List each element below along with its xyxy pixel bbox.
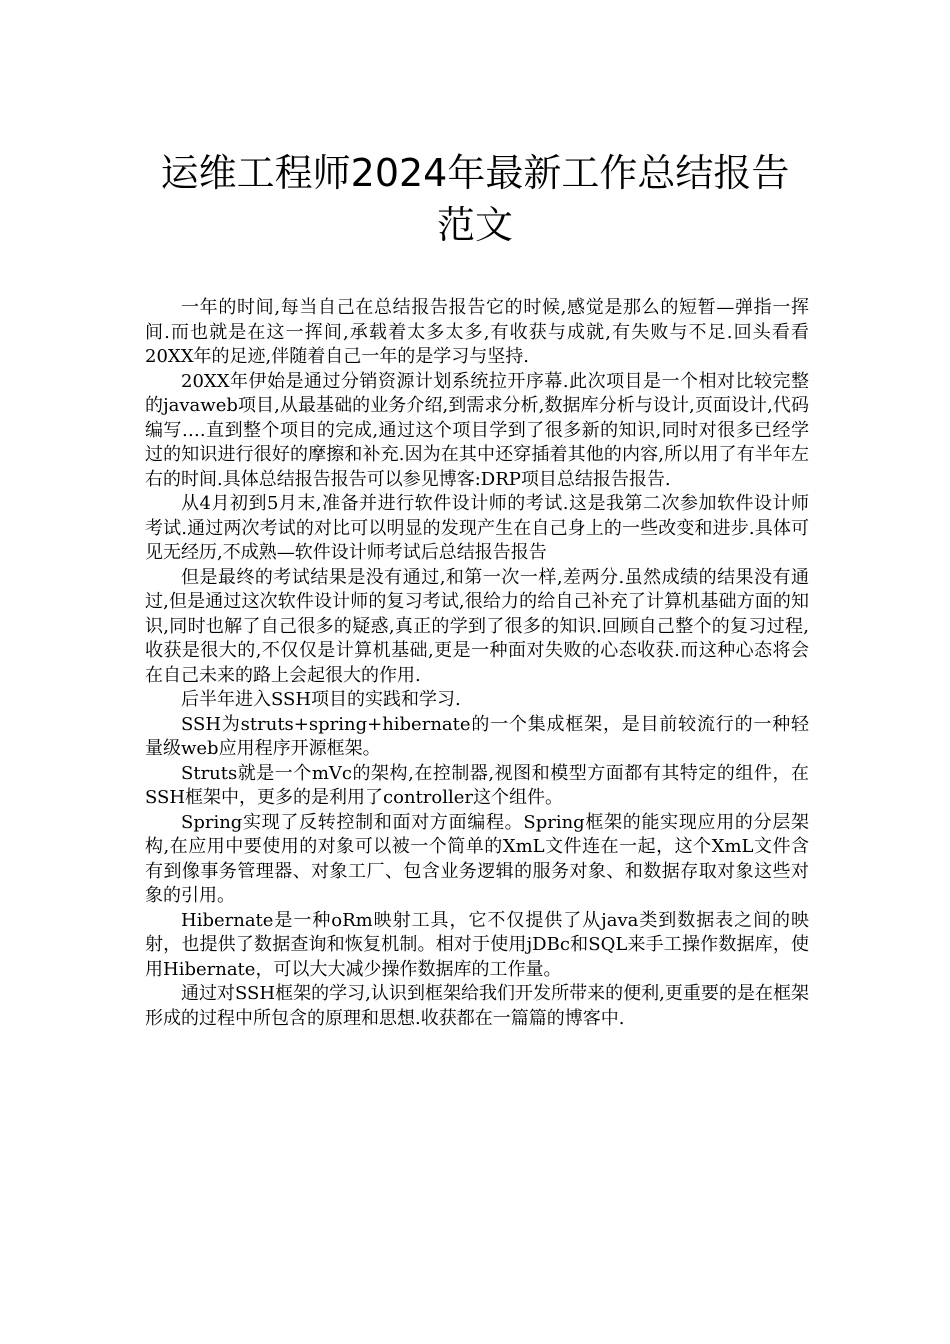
paragraph: Struts就是一个mVc的架构,在控制器,视图和模型方面都有其特定的组件，在SSH框架中，更多的是利用了controller这个组件。 <box>145 762 809 808</box>
document-body <box>145 296 809 1031</box>
paragraph: 20XX年伊始是通过分销资源计划系统拉开序幕.此次项目是一个相对比较完整的javaweb项目,从最基础的业务介绍,到需求分析,数据库分析与设计,页面设计,代码编写….直到整个项目的完成,通过这个项目学到了很多新的知识,同时对很多已经学过的知识进行很好的摩擦和补充.因为在其中还穿插着其他的内容,所以用了有半年左右的时间.具体总结报告报告可以参见博客:DRP项目总结报告报告. <box>145 370 809 490</box>
paragraph: 一年的时间,每当自己在总结报告报告它的时候,感觉是那么的短暂—弹指一挥间.而也就是在这一挥间,承载着太多太多,有收获与成就,有失败与不足.回头看看20XX年的足迹,伴随着自己一年的是学习与坚持. <box>145 297 809 367</box>
document-title <box>110 147 840 251</box>
paragraph: 通过对SSH框架的学习,认识到框架给我们开发所带来的便利,更重要的是在框架形成的过程中所包含的原理和思想.收获都在一篇篇的博客中. <box>145 983 809 1029</box>
paragraph: Hibernate是一种oRm映射工具，它不仅提供了从java类到数据表之间的映射，也提供了数据查询和恢复机制。相对于使用jDBc和SQL来手工操作数据库，使用Hibernate，可以大大减少操作数据库的工作量。 <box>145 909 809 980</box>
paragraph: SSH为struts+spring+hibernate的一个集成框架，是目前较流行的一种轻量级web应用程序开源框架。 <box>145 713 809 759</box>
paragraph: 但是最终的考试结果是没有通过,和第一次一样,差两分.虽然成绩的结果没有通过,但是通过这次软件设计师的复习考试,很给力的给自己补充了计算机基础方面的知识,同时也解了自己很多的疑惑,真正的学到了很多的知识.回顾自己整个的复习过程,收获是很大的,不仅仅是计算机基础,更是一种面对失败的心态收获.而这种心态将会在自己未来的路上会起很大的作用. <box>145 566 809 686</box>
title-line-1: 运维工程师2024年最新工作总结报告 <box>160 151 790 196</box>
paragraph: 后半年进入SSH项目的实践和学习. <box>181 689 461 710</box>
title-line-2: 范文 <box>436 203 513 248</box>
paragraph: Spring实现了反转控制和面对方面编程。Spring框架的能实现应用的分层架构,在应用中要使用的对象可以被一个简单的XmL文件连在一起，这个XmL文件含有到像事务管理器、对象工厂、包含业务逻辑的服务对象、和数据存取对象这些对象的引用。 <box>145 811 809 906</box>
paragraph: 从4月初到5月末,准备并进行软件设计师的考试.这是我第二次参加软件设计师考试.通过两次考试的对比可以明显的发现产生在自己身上的一些改变和进步.具体可见无经历,不成熟—软件设计师考试后总结报告报告 <box>145 493 809 563</box>
